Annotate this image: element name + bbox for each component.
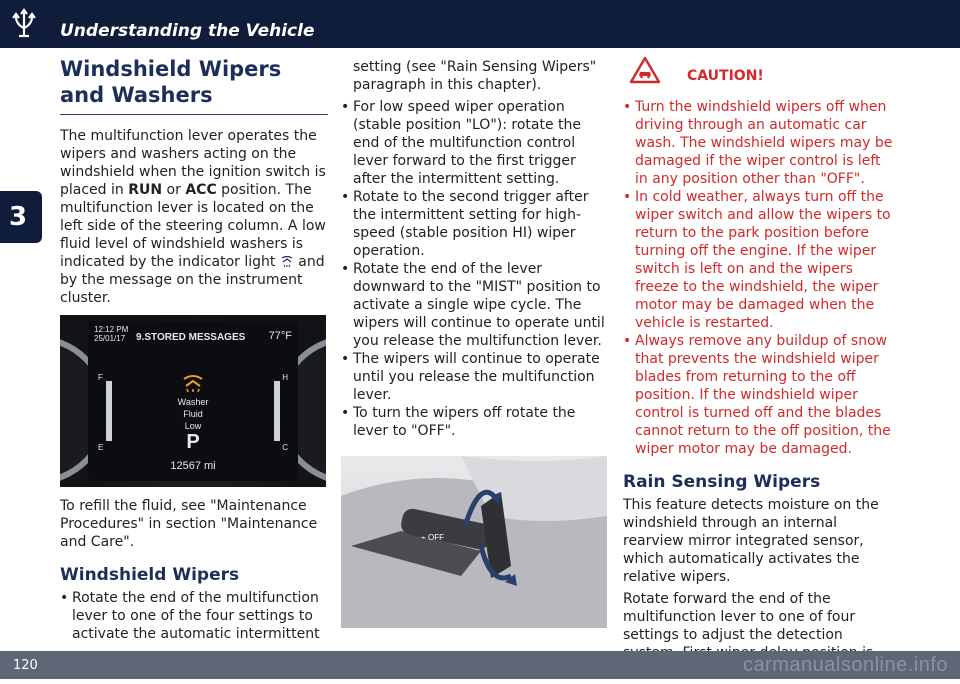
warning-line-2: Fluid (183, 409, 203, 419)
temp-hot-label: H (282, 373, 288, 382)
page-footer (0, 651, 960, 679)
section-title: Windshield Wipers and Washers (60, 56, 328, 115)
list-item: • To turn the wipers off rotate the lever to "OFF". (341, 404, 609, 440)
lever-symbol-icon: ⌁ OFF (421, 533, 445, 542)
caution-item: • Turn the windshield wipers off when driving through an automatic car wash. The windshield wipers may be damaged if the wiper control is left in any position other than "OFF". (623, 98, 893, 188)
warning-line-1: Washer (177, 397, 209, 407)
lever-illustration (341, 456, 607, 628)
header-title: Understanding the Vehicle (60, 21, 315, 41)
washer-warning-icon (181, 373, 205, 393)
caution-car-icon (629, 56, 661, 84)
caution-item: • Always remove any buildup of snow that prevents the windshield wiper blades from returning to the off position. If the windshield wiper control is turned off and the blades cannot return to the off position, the wiper motor may be damaged. (623, 332, 893, 458)
column-1 (60, 56, 328, 643)
fuel-empty-label: E (98, 443, 104, 452)
wiper-operation-list (341, 98, 609, 440)
cluster-time: 12:12 PM 25/01/17 (94, 325, 129, 343)
gear-indicator: P (186, 431, 200, 453)
column-2 (341, 58, 609, 628)
cluster-screen (88, 321, 298, 481)
odometer: 12567 mi (170, 460, 216, 472)
wipers-bullet: • Rotate the end of the multifunction lever to one of the four settings to activate the automatic intermittent (60, 589, 328, 643)
intro-text-2: position. The multifunction lever is located on the left side of the steering column. A low fluid level of windshield washers is indicated by the indicator light (60, 182, 326, 270)
list-item: • Rotate the end of the lever downward to the "MIST" position to activate a single wipe cycle. The wipers will continue to operate until you release the multifunction lever. (341, 260, 609, 350)
cluster-messages: 9.STORED MESSAGES (136, 332, 246, 343)
or-text: or (162, 182, 186, 198)
rain-heading: Rain Sensing Wipers (623, 472, 821, 492)
rain-paragraph-2: Rotate forward the end of the multifunction lever to one of four settings to adjust the detection (623, 591, 856, 643)
caution-list (623, 98, 893, 458)
temp-cold-label: C (282, 443, 288, 452)
continuation-text: setting (see "Rain Sensing Wipers" paragraph in this chapter). (353, 59, 597, 93)
page-header (0, 0, 960, 48)
multifunction-lever-image (341, 456, 607, 628)
caution-header (623, 56, 893, 88)
acc-label: ACC (185, 182, 217, 198)
fuel-full-label: F (98, 373, 103, 382)
intro-text-3: and by the message on the instrument cluster. (60, 254, 325, 306)
list-item: • The wipers will continue to operate until you release the multifunction lever. (341, 350, 609, 404)
chapter-tab: 3 (0, 191, 42, 243)
caution-title: CAUTION! (687, 68, 764, 84)
page-number: 120 (13, 658, 38, 673)
list-item: • For low speed wiper operation (stable position "LO"): rotate the end of the multifunction control lever forward to the first trigger after the intermittent setting. (341, 98, 609, 188)
caution-item: • In cold weather, always turn off the wiper switch and allow the wipers to return to the park position before turning off the engine. If the wiper switch is left on and the wipers freeze to the windshield, the wiper motor may be damaged when the vehicle is restarted. (623, 188, 893, 332)
list-item: • Rotate to the second trigger after the intermittent setting for high-speed (stable position HI) wiper operation. (341, 188, 609, 260)
watermark: carmanualsonline.info (742, 654, 948, 676)
instrument-cluster-image (60, 315, 326, 487)
wipers-heading: Windshield Wipers (60, 565, 240, 585)
run-label: RUN (128, 182, 163, 198)
column-3 (623, 56, 893, 684)
rain-paragraph-1: This feature detects moisture on the windshield through an internal rearview mirror integrated sensor, which automatically activates the relative wipers. (623, 497, 879, 585)
warning-line-3: Low (184, 421, 202, 431)
intro-paragraph (60, 127, 328, 307)
cluster-temperature: 77°F (268, 330, 292, 342)
wipers-bullets (60, 589, 328, 643)
washer-fluid-icon (280, 254, 294, 268)
refill-paragraph: To refill the fluid, see "Maintenance Procedures" in section "Maintenance and Care". (60, 498, 318, 550)
intro-text-1: The multifunction lever operates the wipers and washers acting on the windshield when the ignition switch is placed in (60, 128, 326, 198)
trident-logo-icon (10, 8, 38, 40)
